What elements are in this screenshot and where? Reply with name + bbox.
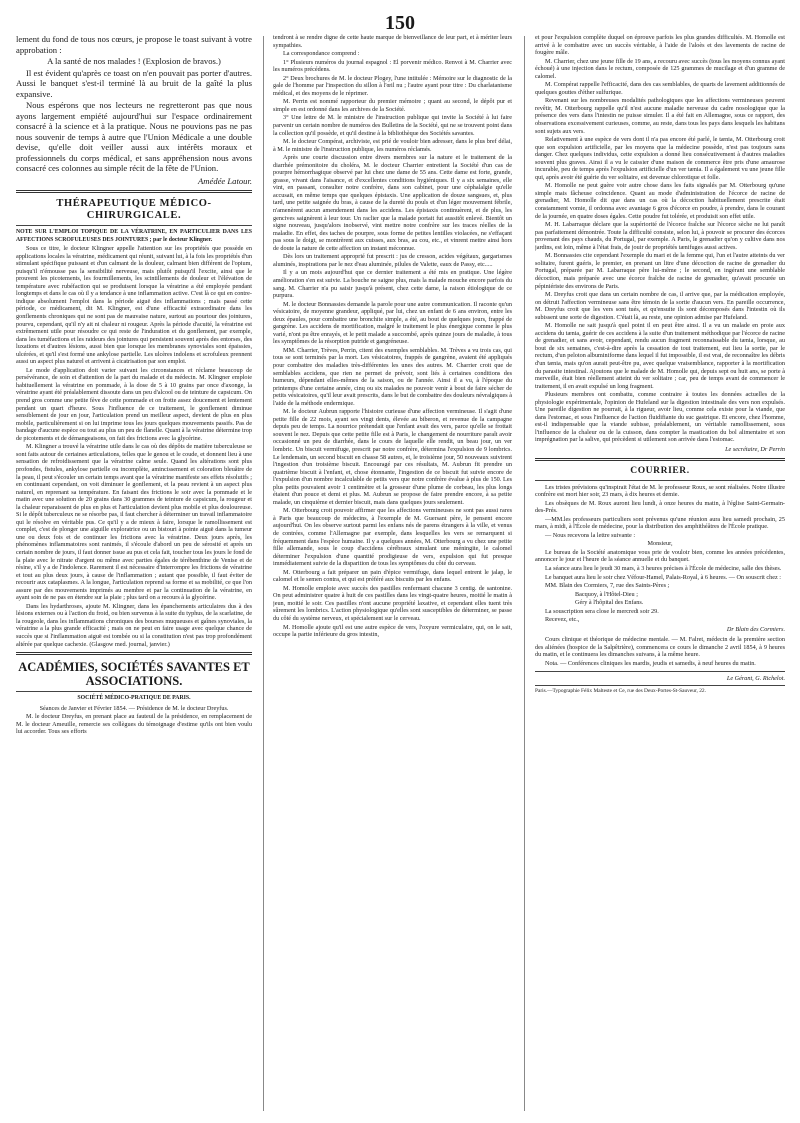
paragraph: Après une courte discussion entre divers membres sur la nature et le traitement de la diarrhée prémonitoire du choléra, M. le docteur Charrier entretient la Société d'un cas de pourpre hémorrhagique observé par lui chez une dame de 55 ans. Cette dame est forte, grande, grasse, vivant dans l'aisance, et d'excellentes conditions hygiéniques. Il y a six semaines, elle vint, en passant, consulter notre confrère, dans son cabinet, pour une céphalalgie qu'elle accusait, en même temps que quelques épistaxis. Une application de douze sangsues, et, plus tard, une petite saignée du bras, à cause de la dureté du pouls et d'un léger mouvement fébrile, n'amenèrent aucun amendement dans les accidens. Les épistaxis continuèrent, et de plus, les gencives saignèrent à leur tour. Un raclier que la malade portait fut aussitôt enlevé. Bientôt un signe nouveau, jusqu'alors inobservé, vint mettre notre confrère sur les traces réelles de la maladie. En effet, des taches de pourpre, sous forme de petites lentilles violacées, ne s'effaçant pas sous le doigt, se montrèrent aux cuisses, aux bras, au cou, etc., et vinrent mettre ainsi hors de doute la nature de cette affection un instant méconnue. [273, 154, 512, 252]
paragraph: Dès lors un traitement approprié fut prescrit : jus de cresson, acides végétaux, gargarismes aluminés, inspirations par le nez d'eau aluminée, pilules de Valette, eaux de Passy, etc..... [273, 253, 512, 268]
column-divider [263, 36, 264, 1111]
divider [535, 671, 785, 672]
paragraph: — Nous recevons la lettre suivante : [545, 531, 636, 539]
section-divider [535, 458, 785, 461]
paragraph: Bacquoy, à l'Hôtel-Dieu ; [575, 590, 638, 598]
paragraph: La souscription sera close le mercredi soir 29. [545, 607, 659, 615]
paragraph: M. le docteur Bonnassies demande la parole pour une autre communication. Il raconte qu'un vésicatoire, de moyenne grandeur, appliqué, par lui, chez un enfant de 6 ans environ, entre les deux épaules, pour combattre une bronchite simple, a été, au bout de quelques jours, frappé de gangrène. Les accidens de mortification, malgré le traitement le plus énergique comme le plus varié, n'ont pu être enrayés, et le petit malade a succombé, après quinze jours de maladie, à tous les symptômes de la résorption putride et gangréneuse. [273, 300, 512, 346]
divider [16, 691, 252, 692]
paragraph: Le bureau de la Société anatomique vous prie de vouloir bien, comme les années précédentes, annoncer le jour et l'heure de la séance annuelle et du banquet. [535, 548, 785, 564]
paragraph: M. Homolle ne peut guère voir autre chose dans les faits signalés par M. Otterbourg qu'une simple mais fâcheuse coïncidence. Quant au mode d'administration de l'écorce de racine de grenadier, M. Homolle dit que dans un cas où la décoction habituellement prescrite était constamment vomie, il ordonna avec avantage 6 gros d'écorce en poudre, à prendre, dans le courant de la journée, en quatre doses égales. Cette poudre fut tolérée, et produisit son effet utile. [535, 182, 785, 220]
paragraph: lement du fond de tous nos cœurs, je propose le toast suivant à votre approbation : [16, 34, 252, 55]
signature: Le secrétaire, Dr Perrin [725, 445, 785, 453]
paragraph: MM. Blain des Cormiers, 7, rue des Saints-Pères ; [545, 582, 670, 590]
paragraph: M. Otterbourg a fait préparer un pain d'épice vermifuge, dans lequel entrent le jalap, le calomel et le semen contra, et qui est préféré aux biscuits par les enfans. [273, 568, 512, 584]
paragraph: Recevez, etc., [545, 616, 580, 624]
paragraph: Il y a un mois aujourd'hui que ce dernier traitement a été mis en pratique. Une légère amélioration s'en est suivie. La bouche ne saigne plus, mais la malade mouche encore parfois du sang. M. Charrier n'a pu saisir jusqu'à présent, chez cette dame, la raison étiologique de ce purpura. [273, 269, 512, 300]
divider [16, 225, 252, 226]
paragraph: Le banquet aura lieu le soir chez Véfour-Hamel, Palais-Royal, à 6 heures. — On souscrit chez : [545, 573, 782, 581]
paragraph: M. Homolle ne sait jusqu'à quel point il en peut être ainsi. Il a vu un malade en proie aux accidens du tænia, guérir de ces accidens à la suite d'un traitement méthodique par l'écorce de racine de grenadier, et sans avoir, cependant, rendu aucun fragment reconnaissable du tænia, lorsque, au bout de six semaines, c'est-à-dire après la cessation de tout traitement, eut lieu la sortie, par le rectum, d'un peloton albuminiforme dans lequel il fut impossible, il est vrai, de reconnaître les débris d'un tænia, mais qu'on aurait peut-être pu, avec quelque vraisemblance, rapporter à la mortification du parasite intestinal. Ajoutons que le malade de M. Homolle qui, depuis sept ou huit ans, se porte à merveille, était bien réellement atteint du ver solitaire ; car, peu de temps avant de commencer le traitement, il en avait expulsé un long fragment. [535, 322, 785, 390]
column-1 [16, 34, 252, 1112]
paragraph: M. Dreyfus croit que dans un certain nombre de cas, il arrive que, par la médication employée, on détruit l'affection vermineuse sans être témoin de la sortie d'aucun vers. En pareille occurrence, M. Dreyfus croit que les vers sont tués, et qu'ensuite ils sont décomposés dans l'intestin où ils subissent une sorte de digestion. C'était là, au reste, une opinion admise par Hufeland. [535, 291, 785, 321]
paragraph: Nota. — Conférences cliniques les mardis, jeudis et samedis, à neuf heures du matin. [545, 660, 756, 668]
paragraph: M. Homolle emploie avec succès des pastilles renfermant chacune 3 centig. de santonine. On peut administrer quatre à huit de ces pastilles dans les vingt-quatre heures, moitié le matin à jeun, moitié le soir. Ces pastilles n'ont aucune propriété laxative, et cependant elles tuent très sûrement les lombrics. L'action physiologique qu'elles sont susceptibles de déterminer, se passe du côté du système nerveux, et spécialement sur le cerveau. [273, 584, 512, 623]
paragraph: Géry à l'hôpital des Enfans. [575, 599, 644, 607]
paragraph: MM. Charrier, Trèves, Perrin, citent des exemples semblables. M. Trèves a vu trois cas, qui tous se sont terminés par la mort. Les vésicatoires, frappés de gangrène, avaient été appliqués pour combattre des maladies très-différentes les unes des autres. M. Charrier croit que de semblables accidens, que rien ne permet de prévoir, sont liés à certaines conditions des humeurs, dépendant elles-mêmes de la saison, ou de l'année. Ainsi il a vu, à l'époque du printemps d'une certaine année, cinq ou six malades ne pouvoir venir à bout de faire sécher de petits vésicatoires, qu'il leur avait prescrits, dans le but de combattre des douleurs névralgiques à l'aide de la méthode endermique. [273, 346, 512, 407]
signature: Dr Blain des Cormiers. [726, 625, 785, 633]
column-3 [535, 34, 785, 1112]
paragraph: La séance aura lieu le jeudi 30 mars, à 3 heures précises à l'École de médecine, salle des thèses. [545, 565, 782, 572]
section-title: COURRIER. [630, 465, 690, 476]
section-title: ACADÉMIES, SOCIÉTÉS SAVANTES ET ASSOCIATIONS. [18, 660, 250, 689]
paragraph: M. Charrier, chez une jeune fille de 19 ans, a recouru avec succès (tous les moyens connus ayant échoué) à une injection dans le rectum, composée de 125 grammes de mucilage et d'un gramme de calomel. [535, 57, 785, 80]
paragraph: Il est évident qu'après ce toast on n'en pouvait pas porter d'autres. Aussi le banquet s'est-il terminé là au bruit de la gaîté la plus expansive. [16, 67, 252, 99]
gerant-signature: Le Gérant, G. Richelot. [726, 674, 785, 682]
paragraph: M. Perrin est nommé rapporteur du premier mémoire ; quant au second, le dépôt pur et simple en est ordonné dans les archives de la Société. [273, 98, 512, 113]
paragraph: Les obsèques de M. Roux auront lieu lundi, à onze heures du matin, à l'église Saint-Germain-des-Prés. [535, 499, 785, 515]
paragraph: M. Bonnassies cite cependant l'exemple du mari et de la femme qui, l'un et l'autre atteints du ver solitaire, furent guéris, le premier, en prenant un litre d'une décoction de racine de grenadier du Portugal, préparée par M. Labarraque père lui-même ; le second, en ingérant une semblable décoction, mais préparée avec une écorce fraîche de racine de grenadier, qu'avait procurée un pépiniériste des environs de Paris. [535, 252, 785, 290]
society-title: SOCIÉTÉ MÉDICO-PRATIQUE DE PARIS. [77, 695, 191, 702]
paragraph: M. Compérat rappelle l'efficacité, dans des cas semblables, de quarts de lavement additionnés de quelques gouttes d'éther sulfurique. [535, 81, 785, 96]
paragraph: Cours clinique et théorique de médecine mentale. — M. Falret, médecin de la première section des aliénées (hospice de la Salpêtrière), commencera ce cours le dimanche 2 avril 1854, à 9 heures du matin, et le continuera les dimanches suivans, à la même heure. [535, 636, 785, 659]
column-2 [273, 34, 512, 1112]
section-title: THÉRAPEUTIQUE MÉDICO-CHIRURGICALE. [56, 198, 212, 221]
toast: A la santé de nos malades ! (Explosion de bravos.) [47, 56, 221, 66]
paragraph: et pour l'expulsion complète duquel on éprouve parfois les plus grandes difficultés. M. Homolle est arrivé à le combattre avec un succès véritable, à l'aide de l'aloès et des lavements de racine de fougère mâle. [535, 34, 785, 57]
paragraph: M. Homolle ajoute qu'il est une autre espèce de vers, l'oxyure vermiculaire, qui, on le sait, occupe la partie inférieure du gros intestin, [273, 623, 512, 639]
paragraph: M. Klingner a trouvé la vératrine utile dans le cas où des dépôts de matière tuberculeuse se sont faits autour de certaines articulations, telles que le genou et le coude, et donnent lieu à une sensation de refroidissement que la vératrine calme seule. Quand les altérations sont plus profondes, fistules, ankylose partielle ou incomplète, amincissement et coloration bleuâtre de la peau, il peut s'écouler un certain temps avant que la vératrine manifeste ses effets résolutifs ; en continuant cependant, on voit diminuer le gonflement, et la peau revient à un aspect plus naturel, en reprenant sa température. En faisant des frictions le soir avec la pommade et le matin avec une solution de 20 grains dans 30 grammes de teinture de capsicum, la rougeur et la chaleur reparaissent de plus en plus et l'articulation devient plus mobile et plus douloureuse. Si le dépôt tuberculeux ne se résorbe pas, il faut chercher à déterminer un travail inflammatoire qui le résolve en véritable pus. Ce qu'il y a de mieux à faire, lorsque le ramollissement est complet, c'est de plonger une aiguille exploratrice ou un bistouri à pointe aiguë dans la tumeur une ou deux fois et de continuer les frictions avec la vératrine. Deux jours après, les phénomènes inflammatoires sont ranimés, il s'écoule d'abord un peu de sérosité et après un certain nombre de jours, il faut donner issue au pus et cela fait, toucher tous les jours le fond de la plaie avec le nitrate d'argent ou même avec parties égales de térébenthine de Venise et de résine, s'il y a de l'indolence. Rarement il est nécessaire d'interrompre les frictions de vératrine et tout au plus deux jours, à cause de l'inflammation ; autant que possible, il faut éviter de recourir aux cataplasmes. A la longue, l'articulation reprend sa forme et sa mobilité, ce que l'on assure par des mouvements imprimés au membre et par la continuation de la vératrine, en ayant soin de ne pas en étendre sur la plaie ; plus tard on a recours à la glycérine. [16, 443, 252, 602]
letter-salutation: Monsieur, [647, 540, 673, 548]
session-line: Séances de Janvier et Février 1854. — Présidence de M. le docteur Dreyfus. [39, 704, 229, 712]
paragraph: tendront à se rendre digne de cette haute marque de bienveillance de leur part, et à mériter leurs sympathies. [273, 34, 512, 49]
paragraph: Dans les hydarthroses, ajoute M. Klingner, dans les épanchements articulaires dus à des lésions externes ou à l'action du froid, ou bien survenus à la suite du typhus, de la scarlatine, de la rougeole, dans les inflammations chroniques des bourses muqueuses et gaînes synoviales, la vératrine a la plus grande efficacité ; mais on ne peut en faire usage avec quelque chance de succès que si l'inflammation aiguë est tombée ou si la constitution n'est pas trop profondément altérée par quelque cachexie. (Glasgow med. journal, janvier.) [16, 602, 252, 648]
section-divider [16, 652, 252, 655]
page-number: 150 [385, 12, 415, 34]
paragraph: Nous espérons que nos lecteurs ne regretteront pas que nous ayons largement empiété aujourd'hui sur l'espace ordinairement consacré à la science et à la pratique. Nous ne pouvions pas ne pas nous souvenir de temps à autre que l'Union Médicale a une double devise, qu'elle doit veiller aussi aux intérêts moraux et professionnels du corps médical, et sans appréhension nous avons consacré ces colonnes au simple récit de la fête de l'Union. [16, 100, 252, 173]
paragraph: 3° Une lettre de M. le ministre de l'instruction publique qui invite la Société à lui faire parvenir un certain nombre de numéros des Bulletins de la Société, qui ne se trouvent point dans la collection qu'il possède, et qu'il destine à la bibliothèque des Sociétés savantes. [273, 114, 512, 137]
paragraph: Plusieurs membres ont combattu, comme contraire à toutes les données actuelles de la physiologie expérimentale, l'opinion de Hufeland sur la digestion intestinale des vers non expulsés. Une pareille digestion ne pourrait, à la rigueur, avoir lieu, comme cela existe pour la viande, que dans l'estomac, et sous l'influence de l'action fluidifiante du suc gastrique. Et encore, chez l'homme, est-il indispensable que la viande subisse, préalablement, un véritable ramollissement, sous l'influence de la chaleur ou de la cuisson, dans compter la mastication du bol alimentaire et son imprégnation par la salive, qui précèdent si utilement son arrivée dans l'estomac. [535, 391, 785, 444]
paragraph: M. le docteur Compérat, archiviste, est prié de vouloir bien adresser, dans le plus bref délai, à M. le ministre de l'instruction publique, les numéros réclamés. [273, 138, 512, 153]
printer-line: Paris.—Typographie Félix Malteste et Ce, rue des Deux-Portes-St-Sauveur, 22. [535, 685, 785, 696]
paragraph: 2° Deux brochures de M. le docteur Plogey, l'une intitulée : Mémoire sur le diagnostic de la gale de l'homme par l'inspection du sillon à l'œil nu ; l'autre ayant pour titre : Du charlatanisme médical, et des moyens de le réprimer. [273, 74, 512, 97]
section-divider [16, 190, 252, 193]
signature: Amédée Latour. [198, 175, 252, 186]
paragraph: Sous ce titre, le docteur Klingner appelle l'attention sur les propriétés que possède en applications locales la vératrine, médicament qui réunit, suivant lui, à la fois les propriétés d'un stimulant spécifique puissant et d'un calmant de la douleur, calmant bien différent de l'opium, puisqu'il n'émousse pas la sensibilité nerveuse, mais plutôt puisqu'il l'excite, ainsi que le prouvent les picotements, les fourmillements, les scintillements de douleur et l'élévation de température avec rubéfaction qui se produisent lorsque la vératrine a été employée pendant longtemps et dans le cas où il y a tendance à une inflammation active. C'est là ce qui en contre-indique absolument l'emploi dans la période aiguë des inflammations ; mais passé cette période, ce médicament, dit M. Klingner, est d'une efficacité extraordinaire dans les gonflements chroniques qui ne sont pas de mauvaise nature, surtout au pourtour des jointures, pourvu, cependant, qu'il n'y ait ni chaleur ni rougeur. Après la période d'acuité, la vératrine est extrêmement utile pour résoudre ce qui reste de l'induration et du gonflement, par exemple, dans les tuméfactions et les raideurs des jointures qui persistent souvent après des entorses, des luxations et d'autres lésions, aussi bien que lorsque les membranes synoviales sont épaissies, ulcérées, et qu'il s'est formé une ankylose partielle. Les ulcères indolens et scrofuleux prennent aussi un aspect plus naturel et arrivent à cicatrisation par son emploi. [16, 245, 252, 366]
paragraph: Les tristes prévisions qu'inspirait l'état de M. le professeur Roux, se sont réalisées. Notre illustre confrère est mort hier soir, 23 mars, à dix heures et demie. [535, 483, 785, 499]
paragraph: La correspondance comprend : [283, 50, 360, 58]
article-title: NOTE SUR L'EMPLOI TOPIQUE DE LA VÉRATRINE, EN PARTICULIER DANS LES AFFECTIONS SCROFULEUSES DES JOINTURES ; par le docteur Klingner. [16, 229, 252, 243]
paragraph: Le mode d'application doit varier suivant les circonstances et réclame beaucoup de persévérance, de soin et d'attention de la part du malade et du médecin. M. Klingner emploie habituellement la vératrine en pommade, à la dose de 5 à 10 grains par once d'axonge, la vératrine ayant été préalablement dissoute dans un peu d'alcool ou de teinture de capsicum. On prend gros comme une petite fève de cette pommade et on frotte assez doucement et lentement pendant un quart d'heure. Sous l'influence de ce traitement, le gonflement diminue sensiblement de jour en jour, l'articulation prend un meilleur aspect, devient de plus en plus mobile, particulièrement si on lui imprime tous les jours quelques mouvements passifs. Pas de bandage d'aucune espèce ou tout au plus un peu de flanelle. Quant à la vératrine détermine trop de picotements et de démangeaisons, on fait des frictions avec la glycérine. [16, 366, 252, 442]
paragraph: M. le docteur Dreyfus, en prenant place au fauteuil de la présidence, en remplacement de M. le docteur Ameuille, remercie ses collègues du témoignage d'estime qu'ils ont bien voulu lui accorder. Tous ses efforts [16, 713, 252, 736]
paragraph: 1° Plusieurs numéros du journal espagnol : El porvenir médico. Renvoi à M. Charrier avec les numéros précédens. [273, 58, 512, 74]
column-divider [524, 36, 525, 1111]
divider [535, 480, 785, 481]
paragraph: Relativement à une espèce de vers dont il n'a pas encore été parlé, le tænia, M. Otterbourg croit que son expulsion artificielle, par les moyens que la médecine possède, n'est pas toujours sans danger. Chez quelques individus, cette expulsion a donné lieu consécutivement à d'autres maladies souvent plus graves. Ainsi il a vu le caissier d'une maison de commerce être pris d'une amaurose incurable, peu de temps après l'expulsion artificielle d'un ver tænia. Il a également vu une jeune fille qui, après avoir été guérie du ver solitaire, est devenue chlorotique et folle. [535, 136, 785, 181]
paragraph: M. H. Labarraque déclare que la supériorité de l'écorce fraîche sur l'écorce sèche ne lui paraît pas parfaitement démontrée. Toute la difficulté consiste, selon lui, à pouvoir se procurer des écorces provenant des pays chauds, du Portugal, par exemple. A Paris, le grenadier qu'on y cultive dans nos jardins, est loin, même à l'état frais, de jouir de propriétés tænifuges aussi actives. [535, 221, 785, 251]
paragraph: —MM.les professeurs particuliers sont prévenus qu'une réunion aura lieu samedi prochain, 25 mars, à midi, à l'École de médecine, pour la distribution des amphithéâtres de l'École pratique. [535, 515, 785, 531]
paragraph: M. le docteur Aubrun rapporte l'histoire curieuse d'une affection vermineuse. Il s'agit d'une petite fille de 22 mois, ayant ses vingt dents, élevée au biberon, et revenue de la campagne depuis peu de temps. La nourrice prétendait que l'enfant avait des vers, parce qu'elle se frottait souvent le nez. Depuis que cette petite fille est à Paris, le changement de nourriture paraît avoir occasionné un peu de diarrhée, dans le cours de laquelle elle rendit, un beau jour, un ver lombric. Un biscuit vermifuge, prescrit par notre confrère, détermina l'expulsion de 9 lombrics. Le lendemain, un second biscuit en chasse 58 autres, et, le troisième jour, 50 nouveaux suivirent l'ingestion d'un troisième biscuit. Encouragé par ces résultats, M. Aubrun fit prendre un quatrième biscuit à l'enfant, et, chose étonnante, l'ingestion de ce biscuit fut suivie encore de l'expulsion d'un nombre incalculable de petits vers que notre confrère évalue à plus de 150. Les plus petits pouvaient avoir 1 centimètre et la grosseur d'une plume de corbeau, les plus longs étaient d'un pouce et demi et plus. M. Aubrun se propose de faire prendre encore, à sa petite malade, un cinquième et dernier biscuit, mais dans quelques jours seulement. [273, 408, 512, 506]
paragraph: Revenant sur les nombreuses modalités pathologiques que les affections vermineuses peuvent revêtir, M. Otterbourg rappelle qu'il n'est aucune maladie nerveuse du cadre nosologique que la présence des vers dans l'intestin ne puisse simuler. Il a été fait en Allemagne, sous ce rapport, des observations excessivement curieuses, comme, au reste, dans tous les pays dans lesquels les habitans sont sujets aux vers. [535, 97, 785, 135]
paragraph: M. Otterbourg croit pouvoir affirmer que les affections vermineuses ne sont pas aussi rares à Paris que beaucoup de médecins, à l'exemple de M. Guersant père, le pensent encore aujourd'hui. On les observe surtout parmi les enfans nés de parens étrangers à la ville, et venus de contrées, comme l'Allemagne par exemple, dans lesquelles les vers se remarquent si fréquemment dans l'espèce humaine. Il y a quelques années, M. Otterbourg a vu chez une petite fille allemande, sous le coup d'accidens cérébraux simulant une méningite, le calomel déterminer l'expulsion d'une quantité prodigieuse de vers, expulsion qui fut presque immédiatement suivie de la disparition de tous les symptômes du côté du cerveau. [273, 507, 512, 568]
